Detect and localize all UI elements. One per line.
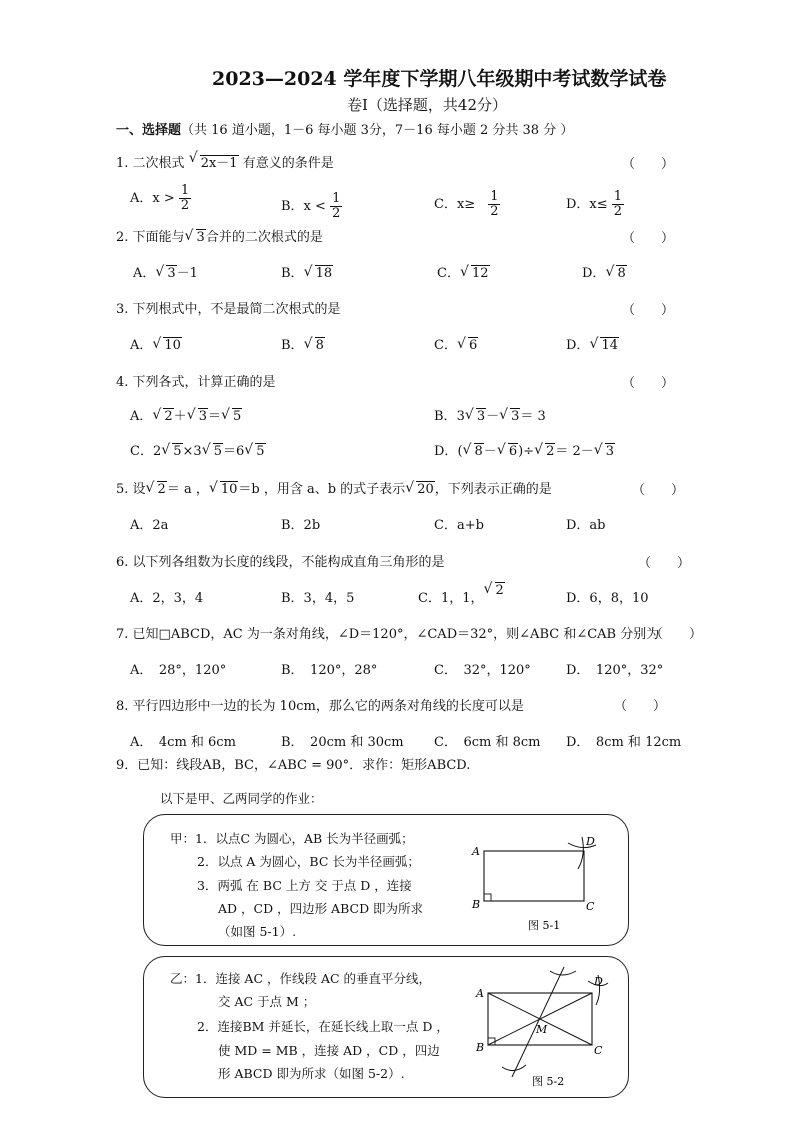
radicand: 5 bbox=[173, 444, 182, 459]
q3-option-c bbox=[434, 334, 478, 353]
radicand: 3 bbox=[511, 409, 520, 424]
opt-label: D． bbox=[566, 338, 590, 353]
q8-option-d: D． 8cm 和 12cm bbox=[566, 735, 682, 750]
question-2-stem bbox=[116, 226, 323, 245]
q6-opt-c-text: C．1，1， bbox=[418, 591, 484, 606]
fig-5-2-caption: 图 5-2 bbox=[532, 1075, 565, 1088]
question-7-stem: 7. 已知□ABCD，AC 为一条对角线，∠D＝120°，∠CAD＝32°，则∠ABC 和∠CAB 分别为 bbox=[116, 627, 660, 642]
section-note: （共 16 道小题，1－6 每小题 3分，7－16 每小题 2 分共 38 分 ） bbox=[181, 123, 574, 138]
q3-answer-paren: （ ） bbox=[622, 303, 675, 318]
radicand: 12 bbox=[471, 266, 489, 281]
q3-option-d bbox=[566, 334, 619, 353]
frac-den: 2 bbox=[180, 198, 190, 213]
opt-label: D． bbox=[434, 444, 458, 459]
frac-den: 2 bbox=[490, 204, 499, 219]
op: ＝6 bbox=[222, 444, 245, 459]
opt-label: A． bbox=[130, 409, 153, 424]
rad bbox=[497, 444, 518, 459]
figure-5-1 bbox=[460, 831, 610, 941]
op: )÷ bbox=[518, 444, 535, 459]
q3-opt-c-rad bbox=[457, 338, 478, 353]
fig-5-2-label-m: M bbox=[536, 1023, 548, 1036]
q8-option-a: A． 4cm 和 6cm bbox=[130, 735, 236, 750]
jia-line-5: （如图 5-1）. bbox=[218, 924, 297, 939]
opt-label: C． bbox=[437, 266, 460, 281]
fig-5-1-right-angle bbox=[484, 894, 491, 901]
rad bbox=[534, 444, 555, 459]
q6-option-a: A．2，3，4 bbox=[130, 591, 204, 606]
q3-option-a bbox=[130, 334, 182, 353]
rad bbox=[465, 409, 486, 424]
radicand: 3 bbox=[605, 444, 615, 459]
section-heading bbox=[116, 119, 573, 138]
rad bbox=[152, 409, 173, 424]
yi-line-3: 2．连接BM 并延长，在延长线上取一点 D ， bbox=[197, 1019, 449, 1034]
op: ＋ bbox=[173, 409, 187, 424]
radicand: 10 bbox=[164, 338, 181, 353]
q5-answer-paren: （ ） bbox=[632, 483, 685, 498]
q5-eq1: ＝ a ， bbox=[166, 482, 209, 497]
q8-answer-paren: （ ） bbox=[614, 699, 667, 714]
q5-option-d: D．ab bbox=[566, 518, 606, 533]
q7-option-b: B． 120°，28° bbox=[281, 663, 378, 678]
q2-radicand: 3 bbox=[196, 230, 205, 245]
radicand: 6 bbox=[468, 338, 478, 353]
rad bbox=[161, 444, 182, 459]
frac-num: 1 bbox=[180, 183, 190, 198]
op: ＝ 2－ bbox=[555, 444, 594, 459]
radicand: 14 bbox=[601, 338, 618, 353]
yi-solution-box bbox=[143, 956, 629, 1098]
rad bbox=[187, 409, 208, 424]
q2-option-b bbox=[281, 262, 333, 281]
q6-option-b: B．3，4，5 bbox=[281, 591, 355, 606]
fig-5-1-label-a: A bbox=[472, 845, 480, 858]
q1-opt-b-text: B．x < bbox=[281, 199, 326, 214]
opt-label: B． bbox=[434, 409, 457, 424]
q1-option-c bbox=[434, 190, 500, 219]
page-title: 2023—2024 学年度下学期八年级期中考试数学试卷 bbox=[212, 68, 667, 90]
radicand: 6 bbox=[508, 444, 518, 459]
op: － bbox=[486, 409, 500, 424]
radicand: 5 bbox=[232, 409, 242, 424]
paren-open: ( bbox=[457, 444, 463, 459]
op: ＝ 3 bbox=[520, 409, 546, 424]
rad bbox=[202, 444, 223, 459]
radicand: 5 bbox=[213, 444, 222, 459]
rad bbox=[244, 444, 265, 459]
frac-num: 1 bbox=[332, 191, 341, 206]
radicand: 2 bbox=[546, 444, 555, 459]
yi-line-1: 乙：1．连接 AC ，作线段 AC 的垂直平分线， bbox=[170, 971, 432, 986]
opt-label: D． bbox=[582, 266, 606, 281]
rad bbox=[499, 409, 520, 424]
q5-option-a: A．2a bbox=[130, 518, 169, 533]
q1-stem-pre: 1. 二次根式 bbox=[116, 156, 185, 171]
rad bbox=[405, 482, 435, 497]
fig-5-2-arc-bottom bbox=[502, 1065, 526, 1071]
q8-option-b: B． 20cm 和 30cm bbox=[281, 735, 404, 750]
rad bbox=[146, 482, 167, 497]
q1-option-a bbox=[130, 184, 191, 213]
op: ×3 bbox=[182, 444, 202, 459]
q1-radical bbox=[189, 152, 239, 171]
question-9-stem: 9．已知：线段AB，BC，∠ABC = 90°．求作：矩形ABCD. bbox=[116, 758, 471, 773]
q2-opt-b-rad bbox=[304, 266, 334, 281]
q1-option-d bbox=[566, 190, 624, 219]
opt-label: C． bbox=[434, 338, 457, 353]
radicand: 2 bbox=[164, 409, 173, 424]
q8-option-c: C． 6cm 和 8cm bbox=[434, 735, 541, 750]
q4-option-b bbox=[434, 405, 546, 424]
q1-answer-paren: （ ） bbox=[622, 157, 675, 172]
q3-opt-d-rad bbox=[589, 338, 619, 353]
q4-option-c bbox=[130, 440, 266, 459]
frac-num: 1 bbox=[490, 189, 499, 204]
frac-den: 2 bbox=[613, 204, 623, 219]
opt-label: A． bbox=[130, 338, 153, 353]
radicand: 8 bbox=[474, 444, 483, 459]
fig-5-1-label-b: B bbox=[472, 898, 481, 911]
q2-opt-d-rad bbox=[605, 266, 626, 281]
question-1-stem bbox=[116, 152, 334, 171]
fig-5-2-label-d: D bbox=[594, 975, 603, 988]
q3-option-b bbox=[281, 334, 325, 353]
question-5-stem bbox=[116, 478, 552, 497]
question-3-stem: 3. 下列根式中，不是最简二次根式的是 bbox=[116, 302, 341, 317]
jia-line-2: 2．以点 A 为圆心，BC 长为半径画弧； bbox=[197, 854, 420, 869]
opt-label: B． bbox=[281, 266, 304, 281]
q6-opt-c-rad bbox=[484, 583, 505, 598]
jia-solution-box bbox=[143, 814, 629, 946]
fig-5-1-caption: 图 5-1 bbox=[528, 919, 561, 932]
yi-line-5: 形 ABCD 即为所求（如图 5-2）. bbox=[218, 1066, 405, 1081]
q2-opt-c-rad bbox=[460, 266, 490, 281]
radicand: 5 bbox=[256, 444, 265, 459]
question-9-intro: 以下是甲、乙两同学的作业： bbox=[160, 791, 323, 806]
rad bbox=[594, 444, 615, 459]
q4-option-d bbox=[434, 440, 615, 459]
radicand: 10 bbox=[220, 482, 238, 497]
q5-stem-b: ，下列表示正确的是 bbox=[434, 482, 552, 497]
rad bbox=[209, 482, 239, 497]
fig-5-2-label-a: A bbox=[476, 987, 484, 1000]
q1-opt-b-frac bbox=[330, 192, 342, 221]
q2-radical bbox=[185, 230, 206, 245]
q2-opt-a-rad bbox=[155, 266, 176, 281]
op: － bbox=[483, 444, 497, 459]
rad bbox=[463, 444, 484, 459]
q2-option-a bbox=[133, 262, 198, 281]
q4-answer-paren: （ ） bbox=[622, 376, 675, 391]
q1-opt-a-frac bbox=[179, 184, 191, 213]
q2-answer-paren: （ ） bbox=[622, 231, 675, 246]
fig-5-1-label-d: D bbox=[586, 835, 595, 848]
q7-answer-paren: （ ） bbox=[650, 627, 703, 642]
q1-radicand: 2x－1 bbox=[200, 156, 238, 171]
question-6-stem: 6. 以下列各组数为长度的线段，不能构成直角三角形的是 bbox=[116, 555, 445, 570]
q1-stem-post: 有意义的条件是 bbox=[242, 156, 334, 171]
opt-label: C． bbox=[130, 444, 153, 459]
q6-option-d: D．6，8，10 bbox=[566, 591, 649, 606]
q5-eq2: ＝b ，用含 a、b 的式子表示 bbox=[238, 482, 406, 497]
radicand: 2 bbox=[495, 583, 504, 598]
q5-stem-a: 5. 设 bbox=[116, 482, 146, 497]
q7-option-d: D． 120°，32° bbox=[566, 663, 664, 678]
q1-option-b bbox=[281, 192, 342, 221]
q6-answer-paren: （ ） bbox=[638, 556, 691, 571]
fig-5-2-arc-top bbox=[550, 971, 576, 975]
frac-den: 2 bbox=[332, 206, 341, 221]
q5-option-c: C．a+b bbox=[434, 518, 484, 533]
opt-label: A． bbox=[133, 266, 156, 281]
radicand: 8 bbox=[617, 266, 626, 281]
radicand: 2 bbox=[157, 482, 166, 497]
section-label: 一、选择题 bbox=[116, 123, 182, 138]
q5-option-b: B．2b bbox=[281, 518, 321, 533]
q3-opt-a-rad bbox=[152, 338, 182, 353]
yi-line-2: 交 AC 于点 M ； bbox=[218, 994, 316, 1009]
q1-opt-c-text: C．x≥ bbox=[434, 197, 476, 212]
q2-option-c bbox=[437, 262, 490, 281]
radicand: 3 bbox=[198, 409, 207, 424]
q3-opt-b-rad bbox=[304, 338, 325, 353]
page-subtitle: 卷Ⅰ（选择题，共42分） bbox=[347, 96, 508, 114]
coef: 2 bbox=[152, 444, 162, 459]
radicand: 20 bbox=[417, 482, 434, 497]
q2-stem-pre: 2. 下面能与 bbox=[116, 230, 185, 245]
opt-label: B． bbox=[281, 338, 304, 353]
q1-opt-c-frac bbox=[488, 190, 500, 219]
op: ＝ bbox=[207, 409, 221, 424]
coef: 3 bbox=[456, 409, 465, 424]
fig-5-1-rectangle bbox=[484, 851, 584, 901]
question-8-stem: 8. 平行四边形中一边的长为 10cm，那么它的两条对角线的长度可以是 bbox=[116, 699, 524, 714]
fig-5-2-label-b: B bbox=[476, 1041, 485, 1054]
q1-opt-d-text: D．x≤ bbox=[566, 197, 608, 212]
fig-5-1-label-c: C bbox=[586, 900, 595, 913]
fig-5-2-label-c: C bbox=[594, 1044, 603, 1057]
figure-5-2 bbox=[460, 959, 620, 1093]
q2-option-d bbox=[582, 262, 627, 281]
q2-stem-post: 合并的二次根式的是 bbox=[205, 230, 323, 245]
q2-opt-a-suffix: －1 bbox=[176, 266, 198, 281]
q4-option-a bbox=[130, 405, 242, 424]
fig-5-1-arc-2 bbox=[578, 837, 583, 869]
rad bbox=[221, 409, 242, 424]
radicand: 3 bbox=[167, 266, 176, 281]
frac-num: 1 bbox=[613, 189, 623, 204]
question-4-stem: 4. 下列各式，计算正确的是 bbox=[116, 375, 276, 390]
radicand: 18 bbox=[315, 266, 333, 281]
q7-option-c: C． 32°，120° bbox=[434, 663, 531, 678]
radicand: 8 bbox=[315, 338, 324, 353]
fig-5-2-perp-bisector bbox=[512, 967, 564, 1077]
q7-option-a: A． 28°，120° bbox=[130, 663, 227, 678]
q1-opt-a-text: A．x > bbox=[130, 191, 175, 206]
jia-line-1: 甲：1．以点C 为圆心，AB 长为半径画弧； bbox=[170, 831, 414, 846]
jia-line-4: AD ，CD ，四边形 ABCD 即为所求 bbox=[218, 901, 424, 916]
yi-line-4: 使 MD = MB ，连接 AD ，CD ，四边 bbox=[218, 1043, 440, 1058]
radicand: 3 bbox=[476, 409, 486, 424]
q1-opt-d-frac bbox=[612, 190, 624, 219]
jia-line-3: 3．两弧 在 BC 上方 交 于点 D ，连接 bbox=[197, 878, 412, 893]
q6-option-c bbox=[418, 583, 505, 606]
